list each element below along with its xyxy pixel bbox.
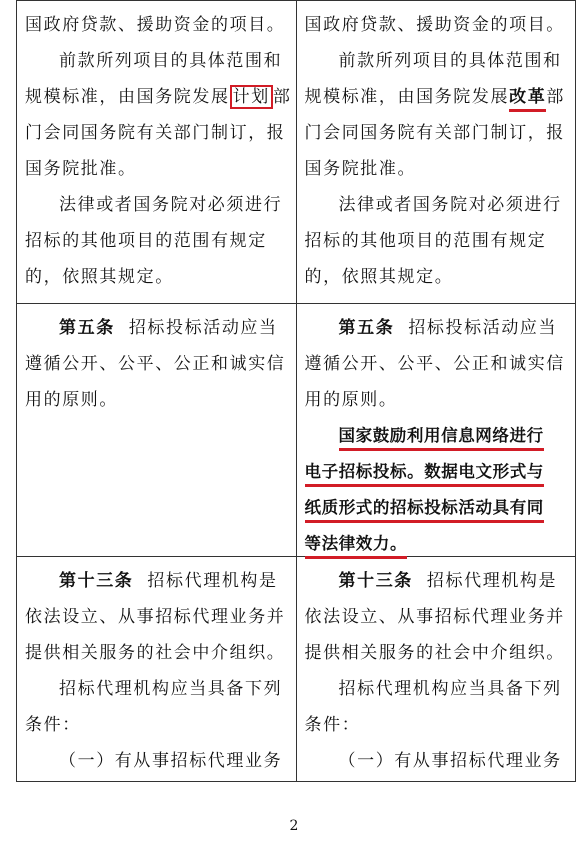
text-line: 招标的其他项目的范围有规定 bbox=[304, 231, 547, 251]
text-line: 提供相关服务的社会中介组织。 bbox=[304, 643, 565, 663]
added-text-line: 纸质形式的招标投标活动具有同 bbox=[305, 490, 570, 526]
text-line: 条件： bbox=[25, 715, 81, 735]
text-line: 的，依照其规定。 bbox=[25, 267, 174, 287]
text-line: 第十三条 招标代理机构是 bbox=[59, 571, 278, 591]
text-line: 前款所列项目的具体范围和 bbox=[59, 51, 283, 71]
text-line: 的，依照其规定。 bbox=[304, 267, 454, 287]
text-line: 条件： bbox=[304, 715, 361, 735]
text-line: 规模标准，由国务院发展改革部 bbox=[305, 79, 570, 115]
text-line: 第五条 招标投标活动应当 bbox=[338, 318, 558, 338]
text-line: 招标代理机构应当具备下列 bbox=[338, 679, 562, 699]
text-line: 依法设立、从事招标代理业务并 bbox=[304, 607, 565, 627]
text-line: （一）有从事招标代理业务 bbox=[338, 751, 562, 771]
article-number: 第五条 bbox=[59, 318, 115, 338]
text-line: 规模标准，由国务院发展 计划 部 bbox=[25, 87, 292, 107]
text-line: 门会同国务院有关部门制订，报 bbox=[25, 123, 286, 143]
text-line: 提供相关服务的社会中介组织。 bbox=[25, 643, 286, 663]
text-line: 用的原则。 bbox=[304, 390, 398, 410]
added-text-line: 等法律效力。 bbox=[305, 526, 570, 562]
text-line: 国务院批准。 bbox=[25, 159, 137, 179]
changed-word-underline: 改革 bbox=[509, 87, 546, 112]
text-line: 国政府贷款、援助资金的项目。 bbox=[25, 15, 286, 35]
page-number: 2 bbox=[289, 818, 299, 834]
new-text-cell bbox=[296, 304, 576, 557]
added-text-line: 国家鼓励利用信息网络进行 bbox=[305, 418, 570, 454]
article-number: 第十三条 bbox=[338, 571, 413, 591]
text-line: 遵循公开、公平、公正和诚实信 bbox=[304, 354, 565, 374]
old-text-cell bbox=[17, 1, 297, 304]
article-number: 第五条 bbox=[338, 318, 395, 338]
text-line: 国务院批准。 bbox=[304, 159, 417, 179]
article-number: 第十三条 bbox=[59, 571, 134, 591]
text-line: 遵循公开、公平、公正和诚实信 bbox=[25, 354, 286, 374]
text-line: 法律或者国务院对必须进行 bbox=[338, 195, 562, 215]
table-row bbox=[17, 1, 576, 304]
changed-word-box: 计划 bbox=[230, 85, 273, 109]
text-line: 第五条 招标投标活动应当 bbox=[59, 318, 278, 338]
comparison-table bbox=[16, 0, 576, 782]
old-text-cell bbox=[17, 304, 297, 557]
text-line: 招标的其他项目的范围有规定 bbox=[25, 231, 267, 251]
text-line: 招标代理机构应当具备下列 bbox=[59, 679, 283, 699]
table-row bbox=[17, 557, 576, 782]
added-text-line: 电子招标投标。数据电文形式与 bbox=[305, 454, 570, 490]
text-line: 国政府贷款、援助资金的项目。 bbox=[304, 15, 565, 35]
text-line: 前款所列项目的具体范围和 bbox=[338, 51, 562, 71]
text-line: （一）有从事招标代理业务 bbox=[59, 751, 283, 771]
text-line: 依法设立、从事招标代理业务并 bbox=[25, 607, 286, 627]
text-line: 门会同国务院有关部门制订，报 bbox=[304, 123, 565, 143]
text-line: 法律或者国务院对必须进行 bbox=[59, 195, 283, 215]
text-line: 用的原则。 bbox=[25, 390, 118, 410]
old-text-cell bbox=[17, 557, 297, 782]
new-text-cell bbox=[296, 1, 576, 304]
text-line: 第十三条 招标代理机构是 bbox=[338, 571, 558, 591]
new-text-cell bbox=[296, 557, 576, 782]
table-row bbox=[17, 304, 576, 557]
